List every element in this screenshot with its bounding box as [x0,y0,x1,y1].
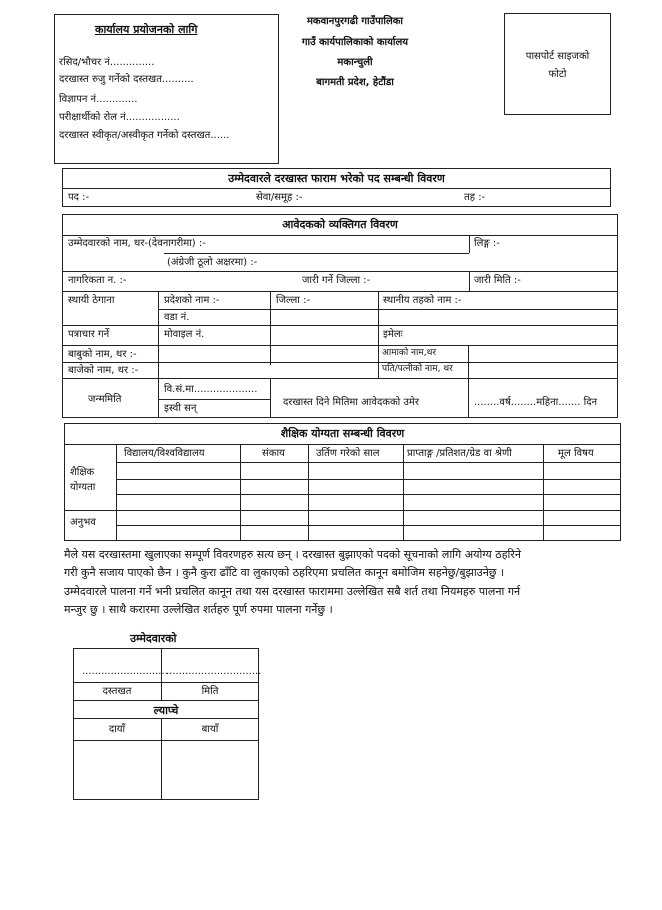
age-label: दरखास्त दिने मितिमा आवेदकको उमेर [283,397,419,408]
advertisement-no-line: विज्ञापन नं............. [59,94,138,105]
declaration-line-2: गरी कुनै सजाय पाएको छैन । कुनै कुरा ढाँटि वा लुकाएको ठहरिएमा प्रचलित कानून बमोजिम सहनेछु/बुझाउनेछु । [64,566,505,579]
edu-row-label-2: योग्यता [70,482,96,493]
candidate-title: उम्मेदवारको [130,632,177,645]
photo-label-2: फोटो [548,69,567,80]
municipality-name: मकवानपुरगढी गाउँपालिका [306,16,404,27]
grandfather-name-label: बाजेको नाम, थर :- [68,365,139,376]
edu-header-main-subject: मूल विषय [558,448,594,459]
receipt-line: रसिद/भौचर नं.............. [59,57,155,68]
correspondence-label: पत्राचार गर्ने [68,329,110,340]
signature-label: दस्तखत [102,686,132,697]
spouse-name-label: पति/पत्नीको नाम, थर [382,364,453,374]
citizenship-label: नागरिकता न. :- [68,275,127,286]
edu-row-label-1: शैक्षिक [70,467,95,478]
declaration-line-1: मैले यस दरखास्तमा खुलाएका सम्पूर्ण विवरणहरु सत्य छन् । दरखास्त बुझाएको पदको सूचनाको लागि अयोग्य ठहरिने [64,548,521,561]
ward-label: वडा नं. [164,312,190,323]
office-use-box [54,14,279,164]
mother-name-label: आमाको नाम,थर [382,348,437,358]
english-name-label: (अंग्रेजी ठूलो अक्षरमा) :- [167,257,258,268]
name-label: उम्मेदवारको नाम, थर-(देवनागरीमा) :- [68,238,206,249]
roll-no-line: परीक्षार्थीको रोल नं................. [59,112,180,123]
age-value: ........वर्ष........महिना....... दिन [474,397,598,408]
gender-label: लिङ्ग :- [474,238,500,249]
right-thumb-label: दायाँ [108,724,126,735]
office-location: मकान्चुली [337,57,373,68]
photo-box [504,13,611,115]
thumbprint-title: ल्याप्चे [153,704,179,717]
father-name-label: बाबुको नाम, थर :- [68,349,137,360]
edu-header-passed-year: उर्तिण गरेको साल [316,448,380,459]
level-label: तह :- [464,192,486,203]
date-label: मिति [201,686,219,697]
education-section-title: शैक्षिक योग्यता सम्बन्धी विवरण [280,427,405,440]
edu-header-faculty: संकाय [262,448,285,459]
issue-date-label: जारी मिति :- [474,275,521,286]
district-label: जिल्ला :- [276,295,311,306]
mobile-label: मोवाइल नं. [164,329,205,340]
post-section-title: उम्मेदवारले दरखास्त फाराम भरेको पद सम्बन्धी विवरण [228,172,445,185]
province-label: प्रदेशको नाम :- [164,295,220,306]
photo-label-1: पासपोर्ट साइजको [525,51,590,62]
email-label: इमेलः [383,329,403,340]
experience-label: अनुभव [70,517,96,528]
verifier-signature-line: दरखास्त रुजु गर्नेको दस्तखत.......... [59,74,194,85]
dob-ad-label: इस्वी सन् [164,403,197,414]
office-name: गाउँ कार्यपालिकाको कार्यालय [301,37,409,48]
declaration-line-4: मन्जुर छु । साथै करारमा उल्लेखित शर्तहरु पूर्ण रुपमा पालना गर्नेछु । [64,603,333,616]
office-use-title: कार्यालय प्रयोजनको लागि [95,23,198,36]
education-section [64,423,621,541]
local-level-label: स्थानीय तहको नाम :- [383,295,462,306]
post-label: पद :- [68,192,90,203]
service-label: सेवा/समूह :- [256,192,303,203]
dob-bs-label: वि.सं.मा.................... [164,384,258,395]
declaration-line-3: उम्मेदवारले पालना गर्ने भनी प्रचलित कानून तथा यस दरखास्त फाराममा उल्लेखित सबै शर्त तथा नियमहरु पालना गर्न [64,585,521,598]
dob-label: जन्ममिति [88,394,122,405]
approval-signature-line: दरखास्त स्वीकृत/अस्वीकृत गर्नेको दस्तखत...... [59,130,230,141]
left-thumb-label: बायाँ [201,724,219,735]
permanent-address-label: स्थायी ठेगाना [68,295,115,306]
date-dots: .............................. [166,666,262,677]
signature-dots: ........................... [82,666,168,677]
province-name: बागमती प्रदेश, हेटौंडा [316,77,394,88]
edu-header-grade: प्राप्ताङ्ग /प्रतिशत/ग्रेड वा श्रेणी [407,448,512,459]
edu-header-institution: विद्यालय/विश्वविद्यालय [124,448,205,459]
personal-section-title: आवेदकको व्यक्तिगत विवरण [282,218,398,231]
issue-district-label: जारी गर्ने जिल्ला :- [302,275,371,286]
